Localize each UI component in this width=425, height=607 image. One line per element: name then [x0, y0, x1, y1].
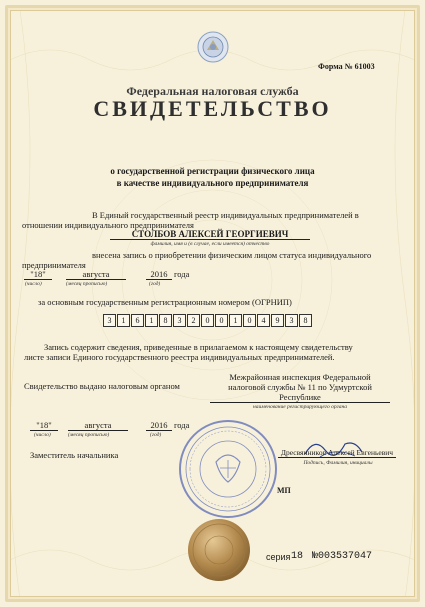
issue-date-day-caption: (число)	[34, 432, 51, 438]
page-title: СВИДЕТЕЛЬСТВО	[93, 96, 332, 121]
reg-date-year: 2016	[146, 269, 172, 280]
ogrnip-number	[103, 308, 313, 332]
issued-by-label: Свидетельство выдано налоговым органом	[24, 381, 180, 391]
issuer-caption: наименование регистрирующего органа	[253, 404, 347, 410]
ogrnip-digit: 2	[187, 314, 200, 327]
issue-date-month: августа	[68, 420, 128, 431]
reg-date-day-caption: (число)	[25, 281, 42, 287]
subtitle-line-1: о государственной регистрации физического лица	[110, 166, 315, 176]
entry-line-2: предпринимателя	[22, 260, 86, 270]
ogrnip-digit: 8	[299, 314, 312, 327]
ogrnip-digit: 1	[145, 314, 158, 327]
emblem-icon	[195, 30, 231, 64]
reg-date-month-caption: (месяц прописью)	[66, 281, 108, 287]
signer-name: Дресвянников Алексей Евгеньевич	[278, 448, 396, 458]
record-line-1: Запись содержит сведения, приведенные в прилагаемом к настоящему свидетельству	[44, 342, 353, 352]
issuer-line-1: Межрайонная инспекция Федеральной	[229, 372, 371, 382]
ogrnip-digit: 0	[201, 314, 214, 327]
signer-caption: Подпись, Фамилия, инициалы	[303, 460, 373, 466]
official-seal-icon	[176, 418, 280, 520]
hologram-seal-icon	[186, 517, 252, 583]
ogrnip-digit: 9	[271, 314, 284, 327]
entry-line-1: внесена запись о приобретении физическим лицом статуса индивидуального	[92, 250, 372, 260]
reg-date-month: августа	[66, 269, 126, 280]
issue-date-year: 2016	[146, 420, 172, 431]
ogrnip-digit: 3	[173, 314, 186, 327]
issue-date-suffix: года	[174, 420, 190, 430]
reg-date-day: "18"	[24, 269, 52, 280]
ogrnip-digit: 6	[131, 314, 144, 327]
ogrnip-digit: 1	[117, 314, 130, 327]
ogrnip-digit: 0	[243, 314, 256, 327]
agency-title: Федеральная налоговая служба	[126, 84, 299, 98]
record-line-2: листе записи Единого государственного реестра индивидуальных предпринимателей.	[24, 352, 335, 362]
reg-date-suffix: года	[174, 269, 190, 279]
series-number: 18	[291, 551, 304, 562]
body-line-2: отношении индивидуального предпринимателя	[22, 220, 194, 230]
person-name: СТОЛБОВ АЛЕКСЕЙ ГЕОРГИЕВИЧ	[110, 229, 310, 240]
deputy-label: Заместитель начальника	[30, 450, 119, 460]
issue-date-year-caption: (год)	[150, 432, 162, 438]
issuer-line-3: Республике	[210, 392, 390, 403]
ogrnip-label: за основным государственным регистрационным номером (ОГРНИП)	[38, 297, 292, 307]
issuer-line-2: налоговой службы № 11 по Удмуртской	[228, 382, 372, 392]
subtitle-line-2: в качестве индивидуального предпринимателя	[116, 178, 309, 188]
issue-date-day: "18"	[30, 420, 58, 431]
seal-abbreviation: МП	[277, 486, 291, 495]
ogrnip-digit: 3	[285, 314, 298, 327]
person-name-caption: фамилия, имя и (в случае, если имеется) отчество	[150, 241, 270, 247]
form-number: Форма № 61003	[318, 62, 375, 71]
ogrnip-digit: 1	[229, 314, 242, 327]
ogrnip-digit: 3	[103, 314, 116, 327]
serial-number: №003537047	[312, 551, 373, 562]
series-label: серия	[266, 552, 291, 562]
reg-date-year-caption: (год)	[149, 281, 161, 287]
ogrnip-digit: 8	[159, 314, 172, 327]
ogrnip-digit: 0	[215, 314, 228, 327]
body-line-1: В Единый государственный реестр индивидуальных предпринимателей в	[92, 210, 359, 220]
issue-date-month-caption: (месяц прописью)	[68, 432, 110, 438]
ogrnip-digit: 4	[257, 314, 270, 327]
